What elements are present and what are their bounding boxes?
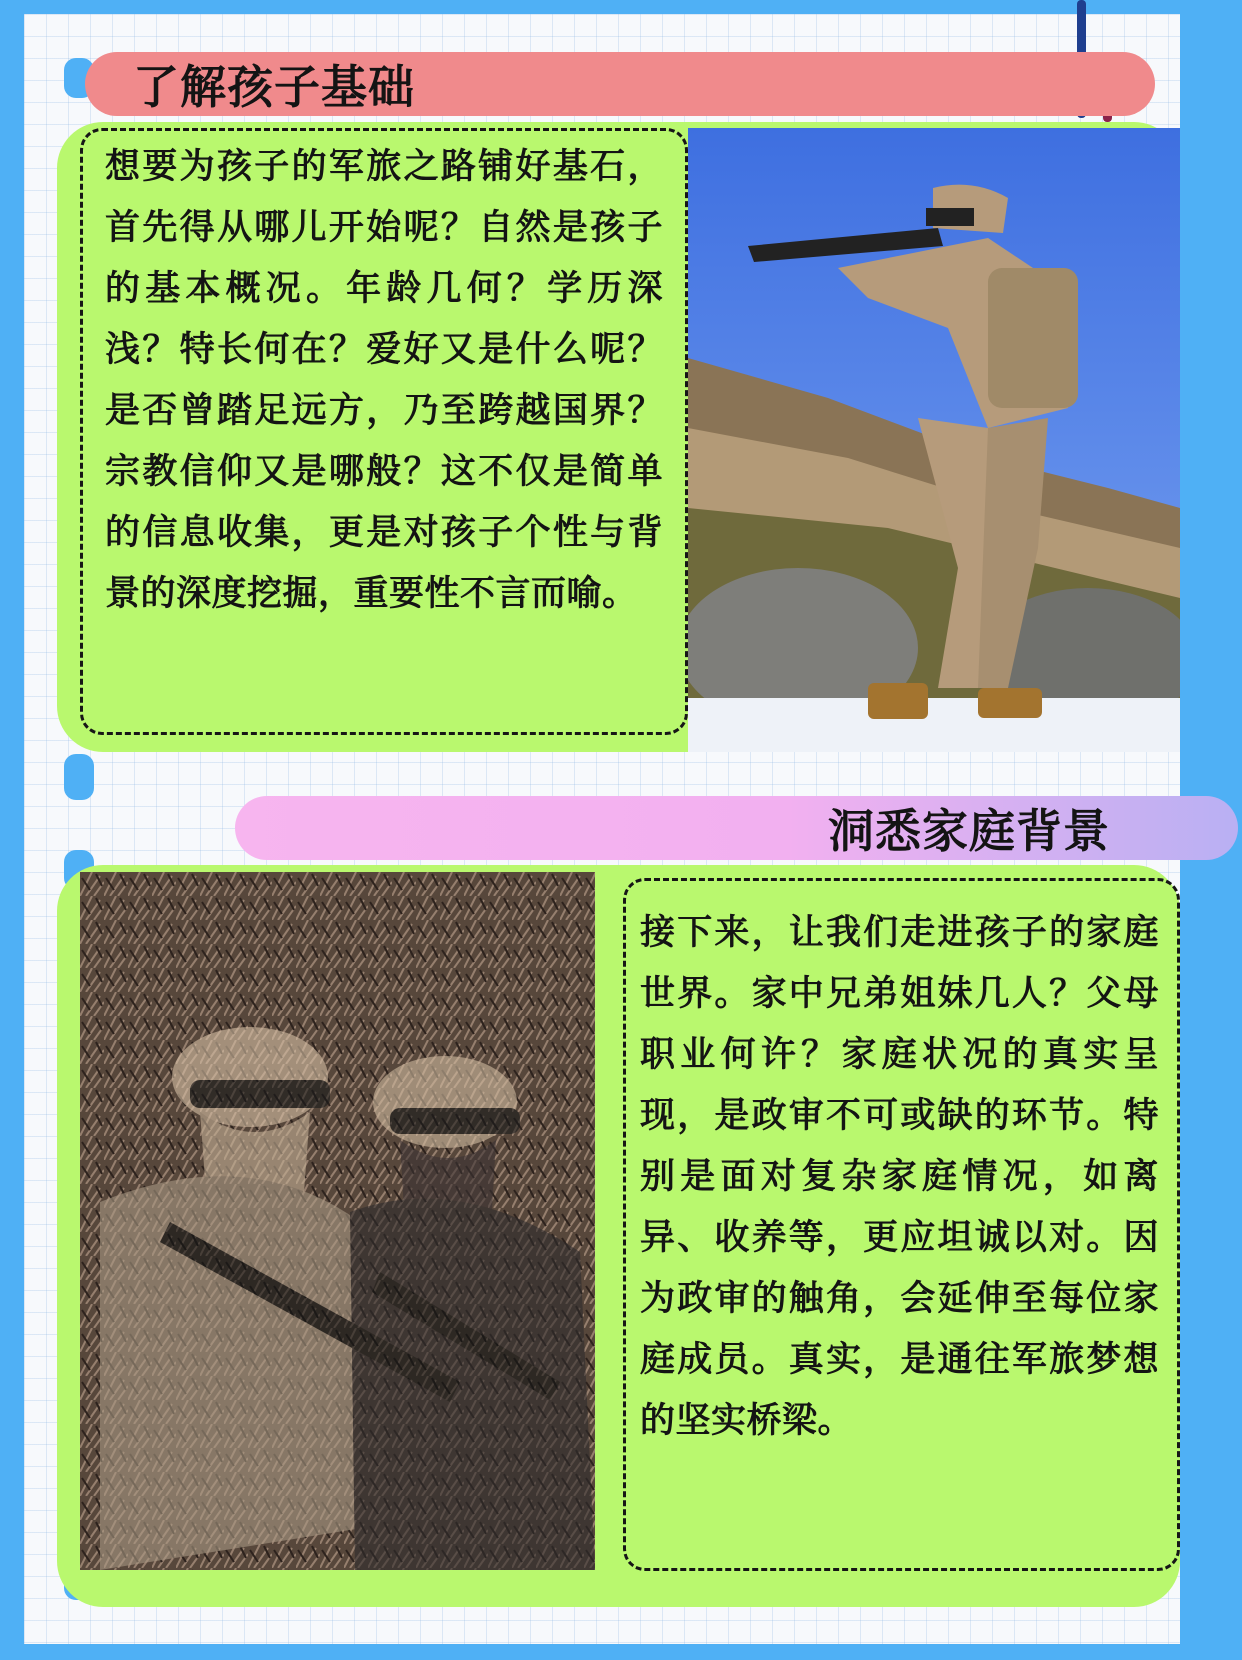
section-2-body: 接下来，让我们走进孩子的家庭世界。家中兄弟姐妹几人？父母职业何许？家庭状况的真实呈现，是政审不可或缺的环节。特别是面对复杂家庭情况，如离异、收养等，更应坦诚以对。因为政审的触角，会延伸至每位家庭成员。真实，是通往军旅梦想的坚实桥梁。: [640, 913, 1159, 1441]
section-1-heading-text: 了解孩子基础: [133, 60, 415, 114]
section-1-heading: [85, 52, 1155, 116]
soldier-aiming-photo: [688, 128, 1180, 752]
section-1-text-box: [80, 128, 688, 735]
bottom-frame-band: [0, 1644, 1242, 1660]
binder-tab: [64, 754, 94, 800]
section-1-body: 想要为孩子的军旅之路铺好基石，首先得从哪儿开始呢？自然是孩子的基本概况。年龄几何？学历深浅？特长何在？爱好又是什么呢？是否曾踏足远方，乃至跨越国界？宗教信仰又是哪般？这不仅是简单的信息收集，更是对孩子个性与背景的深度挖掘，重要性不言而喻。: [105, 147, 663, 614]
section-2-heading: [235, 796, 1238, 860]
two-soldiers-photo: [80, 872, 595, 1570]
section-2-text-box: [623, 878, 1180, 1571]
section-2-heading-text: 洞悉家庭背景: [828, 804, 1110, 858]
